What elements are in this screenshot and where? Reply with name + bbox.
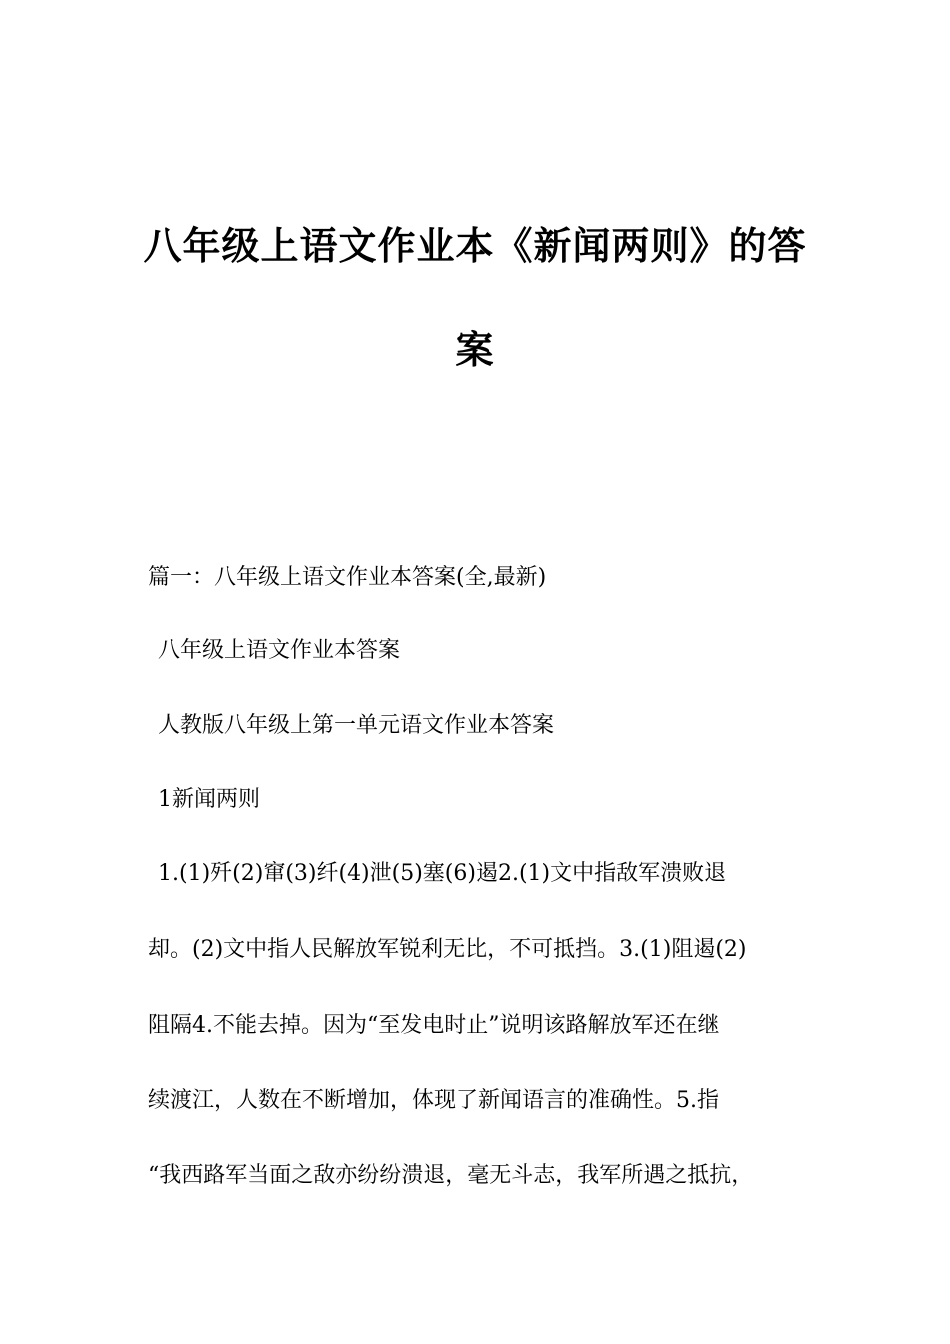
document-title-line-1: 八年级上语文作业本《新闻两则》的答 xyxy=(143,224,807,268)
document-title-line-2: 案 xyxy=(455,328,495,372)
section-heading: 篇一：八年级上语文作业本答案(全,最新) xyxy=(148,565,547,590)
answer-line: 阻隔4.不能去掉。因为“至发电时止”说明该路解放军还在继 xyxy=(148,1013,720,1038)
answer-line: 1.(1)歼(2)窜(3)纤(4)泄(5)塞(6)遏2.(1)文中指敌军溃败退 xyxy=(158,861,727,886)
subheading-unit-one: 人教版八年级上第一单元语文作业本答案 xyxy=(158,713,555,738)
answer-line: 续渡江，人数在不断增加，体现了新闻语言的准确性。5.指 xyxy=(148,1088,719,1113)
answer-line: “我西路军当面之敌亦纷纷溃退，毫无斗志，我军所遇之抵抗， xyxy=(148,1163,754,1188)
answer-line: 却。(2)文中指人民解放军锐利无比，不可抵挡。3.(1)阻遏(2) xyxy=(148,937,747,962)
subheading-workbook-answers: 八年级上语文作业本答案 xyxy=(158,638,401,663)
lesson-title: 1新闻两则 xyxy=(158,787,260,812)
